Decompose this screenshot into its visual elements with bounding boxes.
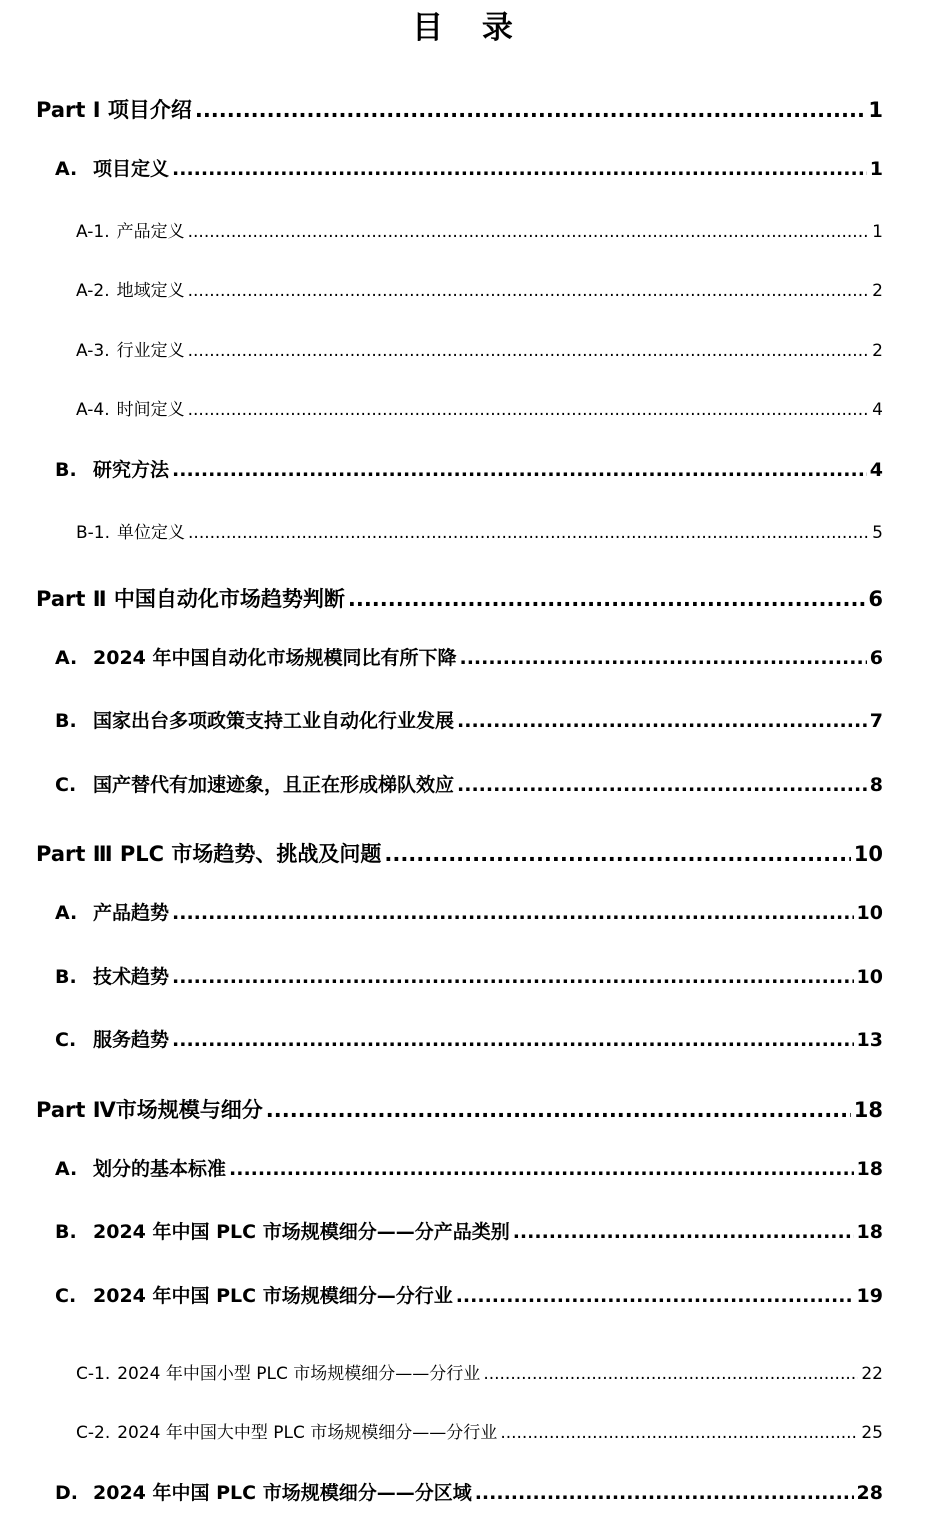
toc-entry-number: A. bbox=[55, 158, 78, 180]
toc-entry-text: 单位定义 bbox=[117, 523, 186, 543]
toc-entry-number: A-3. bbox=[76, 341, 110, 361]
toc-leader bbox=[188, 400, 870, 420]
toc-page-number: 18 bbox=[856, 1158, 883, 1180]
toc-leader bbox=[188, 523, 869, 543]
toc-entry-text: 国产替代有加速迹象，且正在形成梯队效应 bbox=[93, 774, 455, 796]
toc-page-number: 1 bbox=[872, 222, 883, 242]
toc-entry-text: 2024 年中国自动化市场规模同比有所下降 bbox=[93, 647, 457, 669]
toc-entry-text: 研究方法 bbox=[93, 459, 170, 481]
toc-page-number: 6 bbox=[868, 587, 883, 611]
toc-leader bbox=[266, 1098, 851, 1122]
toc-entry-number: D. bbox=[55, 1482, 78, 1504]
toc-page-number: 18 bbox=[853, 1098, 883, 1122]
toc-entry-text: 技术趋势 bbox=[93, 966, 170, 988]
toc-entry-text: 划分的基本标准 bbox=[93, 1158, 227, 1180]
toc-page-number: 13 bbox=[856, 1029, 883, 1051]
toc-entry-1-a-2[interactable] bbox=[76, 276, 883, 301]
toc-entry-label bbox=[55, 1025, 169, 1052]
toc-entry-number: C. bbox=[55, 1029, 77, 1051]
toc-entry-part-4[interactable] bbox=[36, 1094, 883, 1124]
toc-entry-number: A. bbox=[55, 902, 78, 924]
toc-page-number: 1 bbox=[869, 158, 883, 180]
toc-entry-label bbox=[55, 770, 454, 797]
toc-entry-2-c[interactable] bbox=[55, 770, 883, 797]
toc-entry-number: C-2. bbox=[76, 1423, 111, 1443]
toc-entry-1-a-4[interactable] bbox=[76, 395, 883, 420]
toc-leader bbox=[483, 1364, 858, 1384]
toc-entry-1-a-1[interactable] bbox=[76, 217, 883, 242]
toc-title: 目 录 bbox=[412, 10, 527, 46]
toc-entry-text: 服务趋势 bbox=[93, 1029, 170, 1051]
toc-entry-1-b[interactable] bbox=[55, 455, 883, 482]
toc-entry-text: 2024 年中国 PLC 市场规模细分—分行业 bbox=[93, 1285, 453, 1307]
toc-entry-label bbox=[55, 1217, 510, 1244]
toc-entry-4-b[interactable] bbox=[55, 1217, 883, 1244]
toc-entry-label bbox=[76, 395, 185, 420]
toc-entry-text: 2024 年中国 PLC 市场规模细分——分产品类别 bbox=[93, 1221, 510, 1243]
toc-leader bbox=[172, 158, 867, 180]
toc-leader bbox=[348, 587, 866, 611]
toc-leader bbox=[172, 966, 854, 988]
toc-entry-number: C. bbox=[55, 774, 77, 796]
toc-leader bbox=[475, 1482, 854, 1504]
toc-leader bbox=[456, 1285, 854, 1307]
toc-entry-3-b[interactable] bbox=[55, 962, 883, 989]
toc-entry-text: 国家出台多项政策支持工业自动化行业发展 bbox=[93, 710, 455, 732]
toc-entry-part-1[interactable] bbox=[36, 94, 883, 124]
toc-entry-number: B-1. bbox=[76, 523, 111, 543]
toc-entry-label bbox=[76, 276, 185, 301]
toc-leader bbox=[457, 774, 867, 796]
toc-entry-text: 产品定义 bbox=[116, 222, 185, 242]
toc-page-number: 18 bbox=[856, 1221, 883, 1243]
toc-entry-text: 时间定义 bbox=[116, 400, 185, 420]
toc-leader bbox=[172, 902, 854, 924]
toc-page-number: 2 bbox=[872, 281, 883, 301]
toc-page-number: 10 bbox=[856, 966, 883, 988]
toc-entry-number: C-1. bbox=[76, 1364, 111, 1384]
toc-entry-3-c[interactable] bbox=[55, 1025, 883, 1052]
toc-entry-number: C. bbox=[55, 1285, 77, 1307]
toc-page-number: 1 bbox=[868, 98, 883, 122]
toc-entry-3-a[interactable] bbox=[55, 898, 883, 925]
toc-page-number: 10 bbox=[853, 842, 883, 866]
toc-entry-label bbox=[55, 154, 169, 181]
toc-leader bbox=[457, 710, 867, 732]
toc-entry-number: B. bbox=[55, 966, 77, 988]
toc-entry-label bbox=[76, 1418, 497, 1443]
toc-entry-label bbox=[55, 643, 457, 670]
toc-leader bbox=[188, 341, 870, 361]
toc-entry-label bbox=[55, 1154, 226, 1181]
toc-entry-label bbox=[55, 455, 169, 482]
toc-leader bbox=[384, 842, 850, 866]
toc-entry-4-c-2[interactable] bbox=[76, 1418, 883, 1443]
toc-entry-label bbox=[55, 898, 169, 925]
toc-entry-label bbox=[55, 962, 169, 989]
toc-entry-part-2[interactable] bbox=[36, 583, 883, 613]
toc-entry-label: Part Ⅲ PLC 市场趋势、挑战及问题 bbox=[36, 842, 382, 866]
toc-leader bbox=[172, 1029, 854, 1051]
toc-entry-label bbox=[76, 518, 185, 543]
toc-entry-label bbox=[76, 336, 185, 361]
toc-entry-text: 行业定义 bbox=[116, 341, 185, 361]
toc-page-number: 6 bbox=[869, 647, 883, 669]
toc-entry-4-d[interactable] bbox=[55, 1478, 883, 1505]
toc-entry-text: 项目定义 bbox=[93, 158, 170, 180]
toc-entry-number: A-2. bbox=[76, 281, 110, 301]
toc-leader bbox=[229, 1158, 854, 1180]
toc-entry-4-c-1[interactable] bbox=[76, 1359, 883, 1384]
toc-page-number: 4 bbox=[872, 400, 883, 420]
toc-page-number: 19 bbox=[856, 1285, 883, 1307]
toc-entry-2-b[interactable] bbox=[55, 706, 883, 733]
toc-leader bbox=[460, 647, 867, 669]
toc-page-number: 25 bbox=[861, 1423, 883, 1443]
toc-entry-1-a[interactable] bbox=[55, 154, 883, 181]
toc-page-number: 2 bbox=[872, 341, 883, 361]
toc-entry-label bbox=[76, 217, 185, 242]
toc-entry-number: B. bbox=[55, 710, 77, 732]
toc-entry-number: A-4. bbox=[76, 400, 110, 420]
toc-page-number: 8 bbox=[869, 774, 883, 796]
toc-entry-text: 地域定义 bbox=[116, 281, 185, 301]
toc-entry-number: B. bbox=[55, 1221, 77, 1243]
toc-entry-number: A. bbox=[55, 647, 78, 669]
toc-entry-part-3[interactable] bbox=[36, 838, 883, 868]
toc-page-number: 7 bbox=[869, 710, 883, 732]
toc-entry-text: 2024 年中国大中型 PLC 市场规模细分——分行业 bbox=[117, 1423, 498, 1443]
toc-entry-4-a[interactable] bbox=[55, 1154, 883, 1181]
toc-page-number: 28 bbox=[856, 1482, 883, 1504]
toc-leader bbox=[172, 459, 867, 481]
toc-entry-text: 产品趋势 bbox=[93, 902, 170, 924]
toc-entry-label: Part Ⅱ 中国自动化市场趋势判断 bbox=[36, 587, 345, 611]
toc-leader bbox=[195, 98, 866, 122]
toc-page-number: 4 bbox=[869, 459, 883, 481]
toc-entry-label bbox=[76, 1359, 480, 1384]
toc-entry-number: A. bbox=[55, 1158, 78, 1180]
toc-entry-number: B. bbox=[55, 459, 77, 481]
toc-entry-1-a-3[interactable] bbox=[76, 336, 883, 361]
toc-page-number: 22 bbox=[861, 1364, 883, 1384]
toc-entry-label bbox=[55, 706, 454, 733]
toc-page-number: 5 bbox=[872, 523, 883, 543]
toc-entry-label bbox=[55, 1478, 472, 1505]
toc-entry-label: Part Ⅰ 项目介绍 bbox=[36, 98, 192, 122]
toc-entry-text: 2024 年中国小型 PLC 市场规模细分——分行业 bbox=[117, 1364, 481, 1384]
toc-entry-label bbox=[55, 1281, 453, 1308]
toc-entry-2-a[interactable] bbox=[55, 643, 883, 670]
toc-entry-text: 2024 年中国 PLC 市场规模细分——分区域 bbox=[93, 1482, 472, 1504]
toc-entry-label: Part Ⅳ市场规模与细分 bbox=[36, 1098, 263, 1122]
toc-leader bbox=[500, 1423, 858, 1443]
toc-leader bbox=[188, 281, 870, 301]
toc-entry-number: A-1. bbox=[76, 222, 110, 242]
toc-page-number: 10 bbox=[856, 902, 883, 924]
toc-entry-1-b-1[interactable] bbox=[76, 518, 883, 543]
toc-leader bbox=[188, 222, 870, 242]
toc-entry-4-c[interactable] bbox=[55, 1281, 883, 1308]
toc-leader bbox=[513, 1221, 854, 1243]
